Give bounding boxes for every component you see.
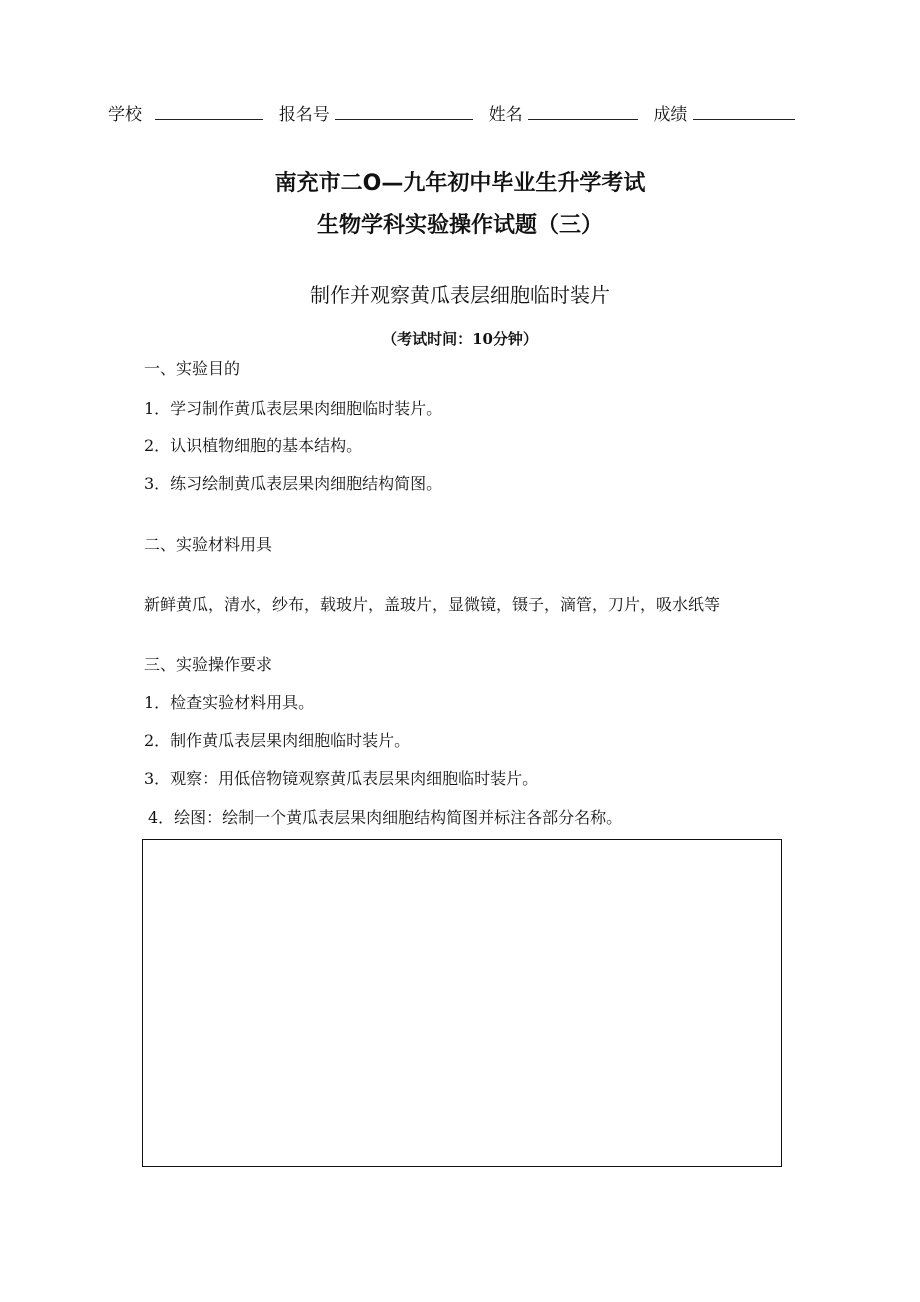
exam-title: 南充市二O—九年初中毕业生升学考试 [274, 171, 646, 196]
materials-list: 新鲜黄瓜，清水，纱布，载玻片，盖玻片，显微镜，镊子，滴管，刀片，吸水纸等 [144, 595, 721, 614]
experiment-title: 制作并观察黄瓜表层细胞临时装片 [310, 283, 610, 307]
materials-heading: 二、实验材料用具 [144, 535, 273, 554]
score-label: 成绩 [653, 105, 688, 125]
exam-time: （考试时间：10分钟） [382, 330, 538, 348]
school-field[interactable] [155, 105, 263, 120]
school-label: 学校 [108, 105, 142, 125]
score-field[interactable] [693, 105, 795, 120]
header-fields [108, 100, 805, 125]
requirement-item: 2．制作黄瓜表层果肉细胞临时装片。 [144, 731, 411, 750]
exam-subtitle: 生物学科实验操作试题（三） [316, 213, 603, 238]
purpose-item: 1．学习制作黄瓜表层果肉细胞临时装片。 [144, 399, 443, 418]
purpose-item: 2．认识植物细胞的基本结构。 [144, 436, 363, 455]
purpose-item: 3．练习绘制黄瓜表层果肉细胞结构简图。 [144, 474, 443, 493]
name-field[interactable] [528, 105, 638, 120]
requirement-item: 4．绘图：绘制一个黄瓜表层果肉细胞结构简图并标注各部分名称。 [148, 808, 623, 827]
requirements-heading: 三、实验操作要求 [144, 655, 273, 674]
reg-field[interactable] [335, 105, 473, 120]
drawing-area[interactable] [142, 839, 782, 1167]
requirement-item: 1．检查实验材料用具。 [144, 693, 315, 712]
purpose-heading: 一、实验目的 [144, 359, 241, 378]
name-label: 姓名 [488, 105, 523, 125]
requirement-item: 3．观察：用低倍物镜观察黄瓜表层果肉细胞临时装片。 [144, 769, 539, 788]
reg-label: 报名号 [278, 105, 330, 125]
